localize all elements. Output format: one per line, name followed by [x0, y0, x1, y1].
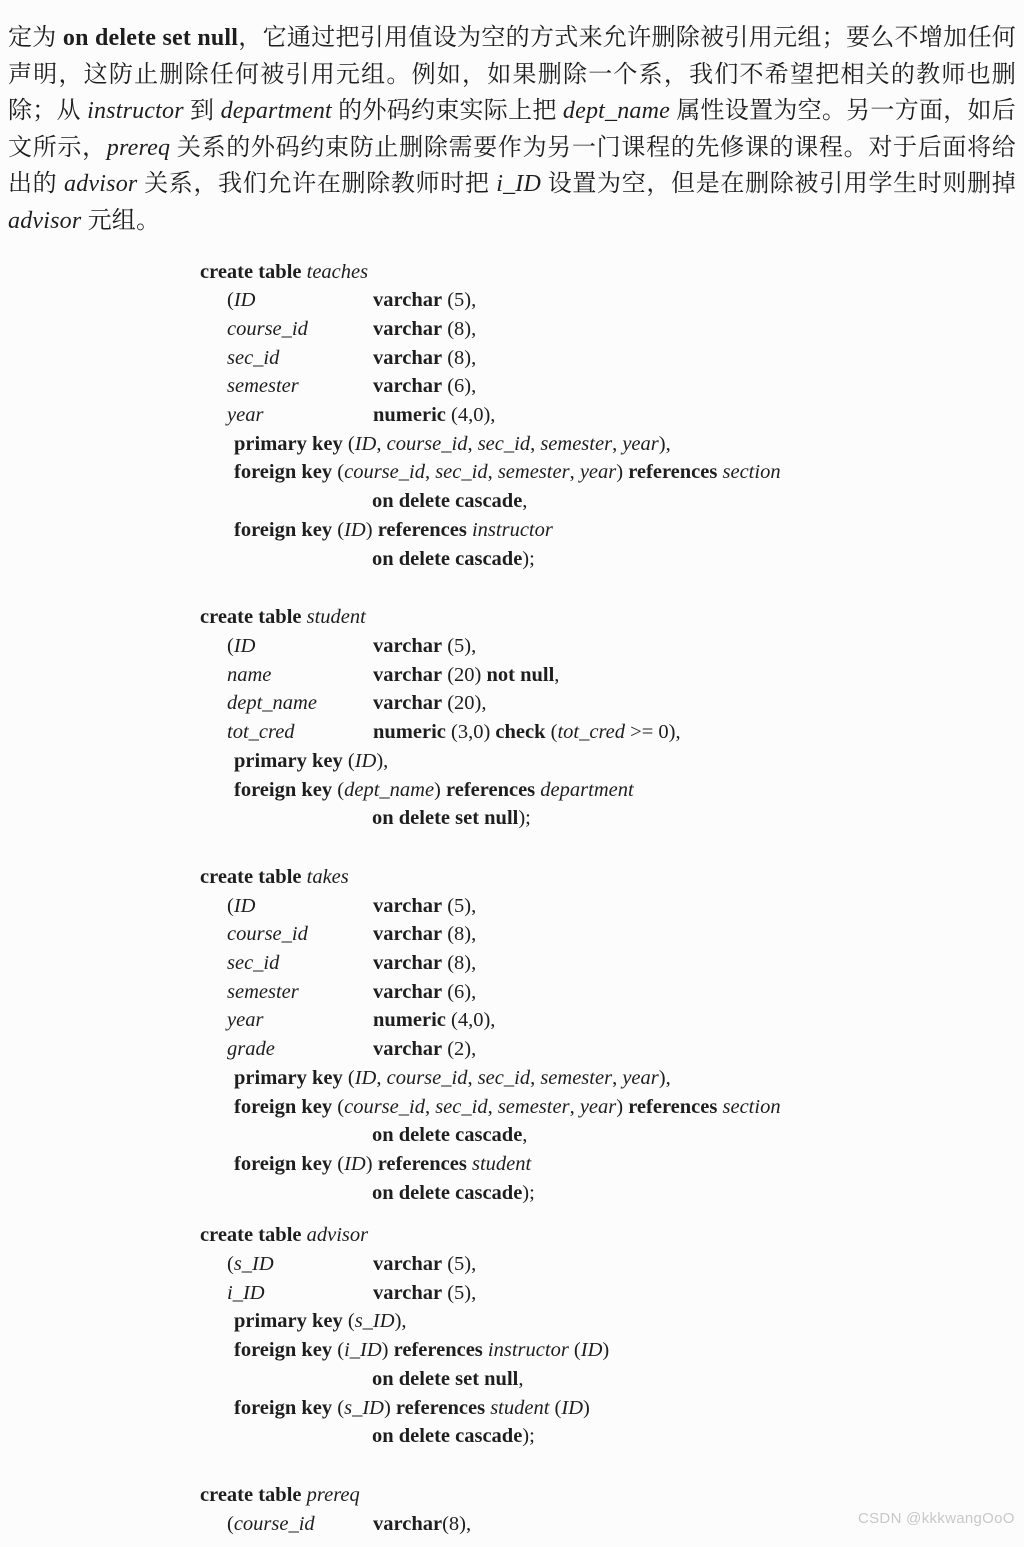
sql-keyword: varchar [373, 952, 443, 975]
text-run: , [376, 1066, 387, 1089]
sql-keyword: on delete cascade [372, 1425, 523, 1448]
identifier: i_ID [227, 1281, 265, 1304]
identifier: student [306, 606, 366, 629]
code-line [200, 315, 1024, 344]
sql-keyword: references [395, 1396, 486, 1419]
sql-keyword: references [446, 778, 536, 801]
attribute-type [373, 632, 476, 661]
identifier: ID [233, 289, 256, 312]
sql-keyword: create table [200, 260, 307, 283]
identifier: ID [354, 432, 377, 455]
attribute-name [227, 689, 373, 718]
text-run: ) [381, 1339, 394, 1362]
attribute-type [373, 401, 495, 430]
identifier: course_id [344, 1095, 425, 1118]
sql-keyword: check [495, 721, 546, 744]
identifier: tot_cred [227, 721, 295, 744]
sql-keyword: varchar [373, 289, 443, 312]
sql-keyword: references [377, 1152, 467, 1175]
sql-keyword: foreign key [234, 518, 333, 541]
code-line [200, 1150, 1024, 1179]
sql-block-teaches [200, 258, 1024, 574]
text-run: (4,0), [445, 404, 496, 427]
sql-keyword: create table [200, 1224, 307, 1247]
code-line [200, 920, 1024, 949]
identifier: teaches [306, 260, 369, 283]
code-line [200, 1093, 1024, 1122]
attribute-name [227, 1510, 373, 1539]
text-run: (8), [442, 346, 477, 369]
text-run: , [487, 1095, 498, 1118]
text-run: (2), [442, 1038, 477, 1061]
text-run: , [487, 461, 498, 484]
text-run: ) [616, 461, 629, 484]
text-run: , [554, 663, 560, 686]
text-run: ), [658, 1066, 671, 1089]
sql-keyword: primary key [234, 1066, 343, 1089]
text-run: , [530, 1066, 541, 1089]
identifier: sec_id [435, 1095, 488, 1118]
identifier: sec_id [435, 461, 488, 484]
sql-keyword: primary key [234, 432, 343, 455]
sql-keyword: varchar [373, 1038, 443, 1061]
text-run: , [530, 432, 541, 455]
identifier: s_ID [344, 1396, 384, 1419]
text-run: 定为 [8, 25, 63, 51]
text-run: ) [602, 1339, 610, 1362]
text-run: 设置为空，但是在删除被引用学生时则删掉 [541, 171, 1017, 198]
text-run: ( [227, 289, 234, 312]
attribute-name [227, 1035, 373, 1064]
text-run: ); [522, 1425, 535, 1448]
identifier: sec_id [477, 1066, 531, 1089]
text-run: , [467, 432, 478, 455]
text-run: ( [549, 1396, 562, 1419]
identifier: i_ID [344, 1339, 382, 1362]
identifier: prereq [306, 1483, 360, 1506]
text-run: ( [342, 749, 355, 772]
identifier: tot_cred [557, 721, 626, 744]
sql-keyword: foreign key [234, 1095, 333, 1118]
text-run: ), [658, 432, 671, 455]
code-line [200, 689, 1024, 718]
text-run: (5), [442, 1281, 477, 1304]
text-run: , [569, 461, 580, 484]
identifier: ID [344, 518, 366, 541]
csdn-watermark: CSDN @kkkwangOoO [858, 1510, 1015, 1527]
text-run: ) [365, 518, 378, 541]
text-run: ( [332, 1339, 345, 1362]
text-run: ); [522, 547, 535, 570]
attribute-name [227, 661, 373, 690]
text-run: , [467, 1066, 478, 1089]
sql-keyword: varchar [373, 894, 443, 917]
identifier: year [622, 1066, 659, 1089]
attribute-type [373, 949, 476, 978]
identifier: course_id [386, 432, 468, 455]
sql-keyword: numeric [373, 721, 446, 744]
attribute-type [373, 1279, 476, 1308]
attribute-name [227, 344, 373, 373]
text-run: 属性设置为空。另一方面，如后文所示， [8, 98, 1016, 161]
text-run: 的外码约束实际上把 [331, 98, 563, 125]
text-run: ( [332, 518, 345, 541]
text-run: 关系，我们允许在删除教师时把 [137, 171, 497, 198]
identifier: sec_id [227, 346, 280, 369]
identifier: instructor [487, 1339, 569, 1362]
code-line [200, 487, 1024, 516]
code-line [200, 978, 1024, 1007]
identifier: course_id [227, 923, 308, 946]
code-line [200, 1250, 1024, 1279]
identifier: section [722, 1095, 781, 1118]
sql-keyword: create table [200, 606, 307, 629]
sql-keyword: numeric [373, 1009, 446, 1032]
text-run: ( [332, 1396, 345, 1419]
text-run: ), [394, 1310, 407, 1333]
attribute-name [227, 949, 373, 978]
code-line [200, 1035, 1024, 1064]
attribute-type [373, 718, 681, 747]
sql-keyword: numeric [373, 404, 446, 427]
sql-keyword: on delete cascade [372, 1124, 523, 1147]
text-run: , [612, 432, 623, 455]
attribute-type [373, 689, 486, 718]
identifier: ID [580, 1339, 603, 1362]
text-run: ( [332, 1095, 345, 1118]
code-line [200, 1336, 1024, 1365]
sql-keyword: on delete cascade [372, 1181, 523, 1204]
text-run: ( [227, 1512, 234, 1535]
text-run: ( [545, 721, 558, 744]
code-line [200, 892, 1024, 921]
code-line [200, 401, 1024, 430]
code-line [200, 545, 1024, 574]
sql-keyword: create table [200, 865, 307, 888]
identifier: year [579, 1095, 617, 1118]
identifier: department [220, 98, 332, 125]
attribute-name [227, 401, 373, 430]
code-line [200, 1279, 1024, 1308]
identifier: takes [306, 865, 349, 888]
code-line [200, 1221, 1024, 1250]
identifier: dept_name [227, 692, 317, 715]
code-line [200, 1006, 1024, 1035]
text-run: ( [227, 894, 234, 917]
attribute-type [373, 1006, 495, 1035]
sql-keyword: primary key [234, 749, 343, 772]
text-run: ) [434, 778, 446, 801]
attribute-name [227, 978, 373, 1007]
identifier: section [722, 461, 781, 484]
identifier: name [227, 663, 272, 686]
code-line [200, 1394, 1024, 1423]
text-run: , [522, 1124, 528, 1147]
code-line [200, 776, 1024, 805]
identifier: s_ID [233, 1253, 274, 1276]
identifier: course_id [386, 1066, 468, 1089]
attribute-type [373, 315, 476, 344]
identifier: student [471, 1152, 532, 1175]
text-run: , [376, 432, 387, 455]
attribute-name [227, 632, 373, 661]
attribute-type [373, 892, 476, 921]
identifier: semester [227, 980, 299, 1003]
text-run: ( [332, 1152, 345, 1175]
identifier: course_id [233, 1512, 315, 1535]
identifier: dept_name [344, 778, 435, 801]
code-line [200, 603, 1024, 632]
code-line [200, 430, 1024, 459]
code-line [200, 661, 1024, 690]
sql-keyword: foreign key [234, 461, 333, 484]
sql-keyword: on delete set null [372, 1367, 519, 1390]
identifier: prereq [106, 134, 171, 161]
attribute-name [227, 1006, 373, 1035]
text-run: 元组。 [81, 207, 161, 234]
sql-keyword: on delete set null [62, 25, 239, 51]
text-run: (5), [442, 289, 477, 312]
code-line [200, 1365, 1024, 1394]
code-line [200, 258, 1024, 287]
attribute-type [373, 1510, 471, 1539]
sql-block-advisor [200, 1221, 1024, 1451]
sql-keyword: references [377, 518, 467, 541]
sql-keyword: references [393, 1339, 483, 1362]
text-run: ( [227, 1253, 234, 1276]
identifier: i_ID [496, 171, 542, 198]
sql-keyword: varchar [373, 1253, 443, 1276]
text-run: , [522, 490, 528, 513]
code-line [200, 516, 1024, 545]
sql-keyword: varchar [373, 317, 443, 340]
code-line [200, 632, 1024, 661]
identifier: year [622, 432, 659, 455]
sql-keyword: create table [200, 1483, 307, 1506]
sql-keyword: varchar [373, 980, 443, 1003]
sql-keyword: varchar [373, 923, 443, 946]
identifier: ID [233, 635, 256, 657]
identifier: instructor [471, 518, 553, 541]
attribute-name [227, 286, 373, 315]
attribute-name [227, 372, 373, 401]
sql-keyword: varchar [373, 635, 443, 657]
text-run: (6), [442, 980, 477, 1003]
identifier: year [227, 404, 264, 427]
text-run: ); [518, 807, 531, 830]
code-line [200, 863, 1024, 892]
sql-keyword: foreign key [234, 778, 333, 801]
identifier: course_id [344, 461, 425, 484]
text-run: ) [365, 1152, 378, 1175]
attribute-type [373, 372, 476, 401]
identifier: ID [344, 1152, 366, 1175]
text-run: ( [332, 778, 345, 801]
sql-keyword: varchar [373, 375, 443, 398]
identifier: semester [497, 1095, 570, 1118]
text-run: ), [376, 749, 389, 772]
code-line [200, 747, 1024, 776]
text-run: 到 [183, 98, 221, 125]
code-line [200, 1481, 1024, 1510]
text-run: ( [332, 461, 345, 484]
intro-paragraph [0, 0, 1024, 240]
attribute-type [373, 286, 476, 315]
code-line [200, 949, 1024, 978]
text-run: (6), [442, 375, 477, 398]
identifier: advisor [8, 207, 82, 234]
identifier: advisor [306, 1224, 369, 1247]
code-line [200, 804, 1024, 833]
identifier: student [490, 1396, 550, 1419]
identifier: semester [497, 461, 570, 484]
text-run: ) [383, 1396, 396, 1419]
identifier: dept_name [562, 98, 670, 125]
sql-keyword: foreign key [234, 1339, 333, 1362]
identifier: ID [354, 749, 377, 772]
sql-block-takes [200, 863, 1024, 1207]
sql-keyword: on delete cascade [372, 490, 523, 513]
attribute-type [373, 920, 476, 949]
attribute-type [373, 1035, 476, 1064]
sql-keyword: references [628, 1095, 718, 1118]
attribute-name [227, 1279, 373, 1308]
sql-keyword: varchar [373, 663, 443, 686]
attribute-name [227, 892, 373, 921]
code-line [200, 344, 1024, 373]
sql-block-student [200, 603, 1024, 833]
sql-keyword: varchar [373, 692, 443, 715]
text-run: ，它通过把引用值设为空的方式来允许删除被引用元组；要么不增加任何声明，这防止删除任何被引用元组。例如，如果删除一个系，我们不希望把相关的教师也删除；从 [8, 25, 1016, 125]
text-run: ) [616, 1095, 629, 1118]
identifier: s_ID [354, 1310, 395, 1333]
text-run: ); [522, 1181, 535, 1204]
text-run: , [518, 1367, 524, 1390]
text-run: ( [342, 1066, 355, 1089]
text-run: 关系的外码约束防止删除需要作为另一门课程的先修课的课程。对于后面将给出的 [8, 134, 1016, 198]
sql-keyword: primary key [234, 1310, 343, 1333]
text-run: (4,0), [445, 1009, 496, 1032]
identifier: grade [227, 1038, 275, 1061]
identifier: ID [561, 1396, 584, 1419]
attribute-name [227, 920, 373, 949]
identifier: semester [540, 1066, 613, 1089]
attribute-name [227, 1250, 373, 1279]
identifier: department [540, 778, 634, 801]
code-line [200, 1121, 1024, 1150]
attribute-name [227, 718, 373, 747]
text-run: (3,0) [445, 721, 496, 744]
text-run: (5), [442, 1253, 477, 1276]
sql-keyword: references [628, 461, 718, 484]
attribute-type [373, 661, 559, 690]
text-run: (20), [442, 692, 487, 715]
identifier: instructor [87, 98, 184, 125]
sql-keyword: varchar [373, 346, 443, 369]
code-line [200, 1064, 1024, 1093]
identifier: course_id [227, 317, 308, 340]
text-run: , [424, 1095, 436, 1118]
text-run: (8), [442, 1512, 472, 1535]
identifier: sec_id [227, 952, 280, 975]
identifier: advisor [64, 171, 138, 198]
code-line [200, 1422, 1024, 1451]
text-run: , [612, 1066, 623, 1089]
text-run: (8), [442, 317, 477, 340]
text-run: ) [583, 1396, 590, 1419]
sql-listing [200, 258, 1024, 1539]
text-run: , [569, 1095, 580, 1118]
code-line [200, 1179, 1024, 1208]
attribute-type [373, 1250, 476, 1279]
code-line [200, 372, 1024, 401]
text-run: (8), [442, 952, 477, 975]
identifier: sec_id [477, 432, 531, 455]
identifier: year [579, 461, 617, 484]
identifier: semester [227, 375, 299, 398]
text-run: (8), [442, 923, 477, 946]
text-run: >= 0), [625, 721, 681, 744]
text-run: ( [568, 1339, 581, 1362]
sql-keyword: on delete cascade [372, 547, 523, 570]
text-run: (5), [442, 894, 477, 917]
sql-keyword: foreign key [234, 1152, 333, 1175]
text-run: ( [227, 635, 234, 657]
text-run: , [424, 461, 436, 484]
attribute-type [373, 344, 476, 373]
attribute-name [227, 315, 373, 344]
text-run: ( [342, 1310, 355, 1333]
code-line [200, 458, 1024, 487]
identifier: semester [540, 432, 613, 455]
text-run: (20) [442, 663, 487, 686]
text-run: (5), [442, 635, 477, 657]
code-line [200, 286, 1024, 315]
sql-keyword: on delete set null [372, 807, 519, 830]
sql-keyword: foreign key [234, 1396, 333, 1419]
sql-keyword: varchar [373, 1281, 443, 1304]
code-line [200, 1307, 1024, 1336]
code-line [200, 718, 1024, 747]
sql-keyword: not null [486, 663, 555, 686]
identifier: year [227, 1009, 264, 1032]
sql-keyword: varchar [373, 1512, 443, 1535]
attribute-type [373, 978, 476, 1007]
identifier: ID [233, 894, 256, 917]
identifier: ID [354, 1066, 377, 1089]
text-run: ( [342, 432, 355, 455]
